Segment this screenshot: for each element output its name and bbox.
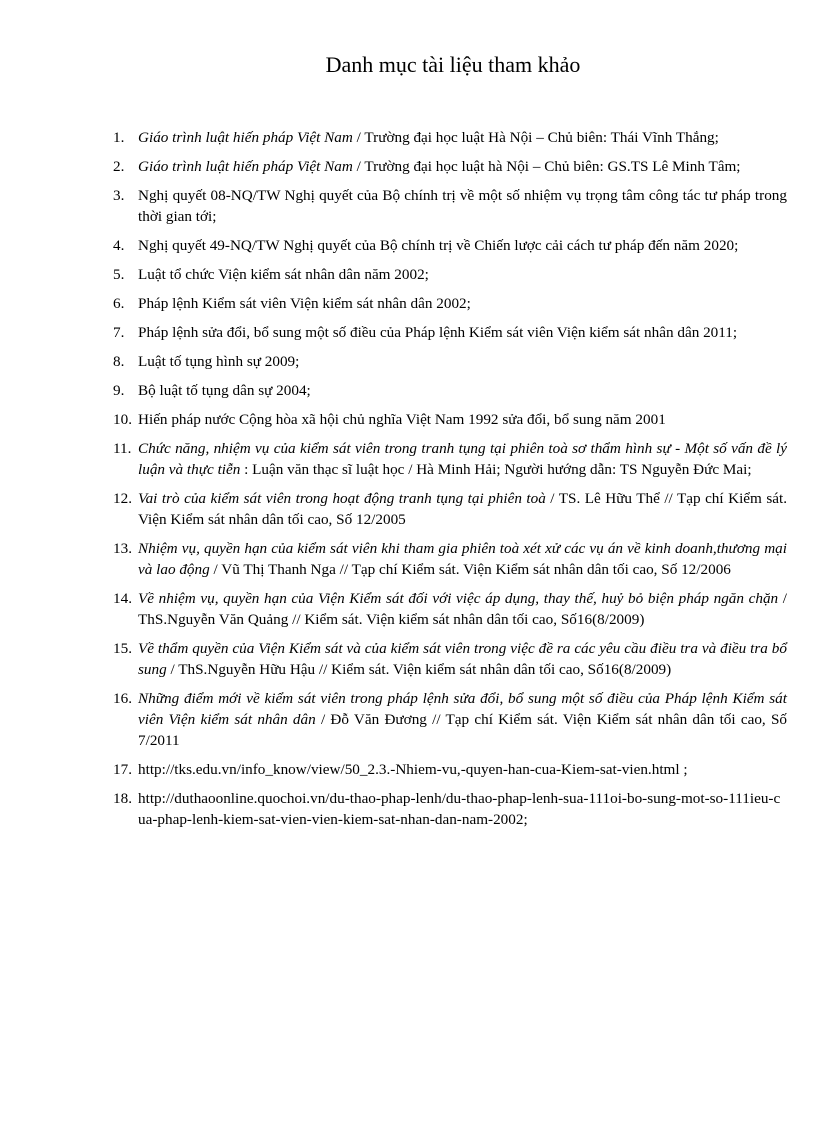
reference-title: Về thẩm quyền của Viện Kiểm sát và của kiểm sát viên trong việc đề ra các yêu cầu điều tra và điều tra bổ sung (138, 640, 787, 678)
reference-details: Hiến pháp nước Cộng hòa xã hội chủ nghĩa Việt Nam 1992 sửa đổi, bổ sung năm 2001 (138, 411, 666, 428)
reference-details: / Trường đại học luật Hà Nội – Chủ biên: Thái Vĩnh Thắng; (352, 129, 719, 146)
reference-item (113, 380, 787, 401)
reference-item (113, 351, 787, 372)
reference-details: / ThS.Nguyễn Văn Quảng // Kiểm sát. Viện kiểm sát nhân dân tối cao, Số16(8/2009) (138, 590, 787, 628)
reference-details: Pháp lệnh Kiểm sát viên Viện kiểm sát nhân dân 2002; (138, 295, 471, 312)
reference-number: 15. (113, 640, 132, 657)
reference-number: 13. (113, 540, 132, 557)
reference-title: Giáo trình luật hiến pháp Việt Nam (138, 158, 353, 175)
reference-number: 2. (113, 158, 125, 175)
reference-details: / Đỗ Văn Đương // Tạp chí Kiểm sát. Viện Kiểm sát nhân dân tối cao, Số 7/2011 (138, 711, 787, 749)
reference-item (113, 588, 787, 630)
reference-link[interactable]: http://tks.edu.vn/info_know/view/50_2.3.-Nhiem-vu,-quyen-han-cua-Kiem-sat-vien.html ; (138, 761, 688, 778)
reference-number: 10. (113, 411, 132, 428)
reference-number: 17. (113, 761, 132, 778)
reference-number: 12. (113, 490, 132, 507)
reference-title: Nhiệm vụ, quyền hạn của kiểm sát viên khi tham gia phiên toà xét xử các vụ án về kinh doanh,thương mại và lao động (138, 540, 787, 578)
reference-number: 7. (113, 324, 125, 341)
reference-link[interactable]: http://duthaoonline.quochoi.vn/du-thao-phap-lenh/du-thao-phap-lenh-sua-111oi-bo-sung-mot-so-111ieu-cua-phap-lenh-kiem-sat-vien-vien-kiem-sat-nhan-dan-nam-2002; (138, 790, 781, 828)
reference-details: Luật tố tụng hình sự 2009; (138, 353, 300, 370)
reference-number: 9. (113, 382, 125, 399)
reference-details: / TS. Lê Hữu Thể // Tạp chí Kiểm sát. Viện Kiểm sát nhân dân tối cao, Số 12/2005 (138, 490, 787, 528)
reference-item (113, 409, 787, 430)
reference-title: Về nhiệm vụ, quyền hạn của Viện Kiểm sát đối với việc áp dụng, thay thế, huỷ bỏ biện pháp ngăn chặn (138, 590, 779, 607)
reference-item (113, 438, 787, 480)
page-title: Danh mục tài liệu tham khảo (325, 52, 581, 77)
reference-item (113, 293, 787, 314)
reference-number: 16. (113, 690, 132, 707)
reference-item (113, 322, 787, 343)
reference-number: 18. (113, 790, 132, 807)
reference-title: Những điểm mới về kiểm sát viên trong pháp lệnh sửa đổi, bổ sung một số điều của Pháp lệnh Kiểm sát viên Viện kiểm sát nhân dân (138, 690, 787, 728)
reference-item (113, 156, 787, 177)
reference-number: 8. (113, 353, 125, 370)
reference-number: 4. (113, 237, 125, 254)
reference-item (113, 235, 787, 256)
reference-details: / ThS.Nguyễn Hữu Hậu // Kiểm sát. Viện kiểm sát nhân dân tối cao, Số16(8/2009) (166, 661, 672, 678)
reference-number: 1. (113, 129, 125, 146)
reference-title: Chức năng, nhiệm vụ của kiểm sát viên trong tranh tụng tại phiên toà sơ thẩm hình sự - Một số vấn đề lý luận và thực tiễn (138, 440, 787, 478)
reference-item (113, 488, 787, 530)
reference-item (113, 638, 787, 680)
reference-item (113, 538, 787, 580)
reference-title: Giáo trình luật hiến pháp Việt Nam (138, 129, 353, 146)
reference-item (113, 759, 787, 780)
reference-details: Bộ luật tố tụng dân sự 2004; (138, 382, 311, 399)
reference-number: 14. (113, 590, 132, 607)
reference-details: : Luận văn thạc sĩ luật học / Hà Minh Hải; Người hướng dẫn: TS Nguyễn Đức Mai; (240, 461, 752, 478)
reference-number: 6. (113, 295, 125, 312)
reference-item (113, 185, 787, 227)
reference-list (113, 127, 787, 838)
reference-details: / Trường đại học luật hà Nội – Chủ biên: GS.TS Lê Minh Tâm; (352, 158, 741, 175)
reference-details: / Vũ Thị Thanh Nga // Tạp chí Kiểm sát. Viện Kiểm sát nhân dân tối cao, Số 12/2006 (209, 561, 731, 578)
reference-details: Pháp lệnh sửa đổi, bổ sung một số điều của Pháp lệnh Kiểm sát viên Viện kiểm sát nhân dân 2011; (138, 324, 738, 341)
reference-item (113, 264, 787, 285)
reference-item (113, 127, 787, 148)
reference-number: 11. (113, 440, 132, 457)
reference-number: 3. (113, 187, 125, 204)
reference-details: Luật tổ chức Viện kiểm sát nhân dân năm 2002; (138, 266, 429, 283)
reference-details: Nghị quyết 08-NQ/TW Nghị quyết của Bộ chính trị về một số nhiệm vụ trọng tâm công tác tư pháp trong thời gian tới; (138, 187, 787, 225)
reference-title: Vai trò của kiểm sát viên trong hoạt động tranh tụng tại phiên toà (138, 490, 546, 507)
reference-item (113, 688, 787, 751)
reference-number: 5. (113, 266, 125, 283)
reference-details: Nghị quyết 49-NQ/TW Nghị quyết của Bộ chính trị về Chiến lược cải cách tư pháp đến năm 2020; (138, 237, 739, 254)
reference-item (113, 788, 787, 830)
